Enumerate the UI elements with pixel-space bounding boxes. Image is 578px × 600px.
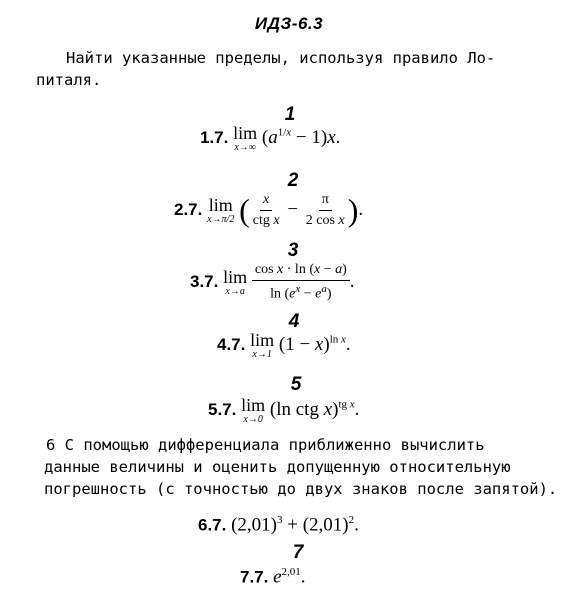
problem-5-7: 5.7. lim x→0 (ln ctg x)$^{tg x}$. (208, 395, 360, 425)
problem-label: 3.7. (190, 271, 219, 291)
variant-number-3: 3 (287, 240, 299, 261)
task6-text-line2: данные величины и оценить допущенную относительную (44, 458, 511, 476)
problem-1-7: 1.7. lim x→∞ $(a^{1/x} - 1)x$. (200, 123, 341, 153)
problem-label: 1.7. (200, 127, 229, 147)
task6-text-line1: 6 С помощью дифференциала приближенно вычислить (46, 436, 485, 454)
problem-label: 4.7. (217, 334, 246, 354)
variant-number-4: 4 (288, 311, 300, 332)
variant-number-7: 7 (292, 542, 304, 563)
intro-text-line1: Найти указанные пределы, используя правило Ло- (66, 49, 496, 67)
limit-operator: lim x→a (223, 266, 248, 297)
document-title: ИДЗ-6.3 (254, 14, 324, 33)
variant-number-2: 2 (287, 170, 299, 191)
problem-label: 7.7. (240, 567, 269, 587)
limit-operator: lim x→0 (241, 395, 266, 425)
problem-7-7: 7.7. $e^{2,01}$. (240, 566, 306, 588)
intro-text-line2: питаля. (36, 71, 102, 89)
problem-2-7: 2.7. lim x→π/2 ( $\frac{x}{\text{ctg x}}$ − $\frac{\pi}{\text{2 cos x}}$ ). (174, 192, 364, 229)
variant-number-1: 1 (284, 104, 296, 125)
problem-3-7: 3.7. lim x→a $\frac{\text{cos x · ln (x − a)}}{\ln (e^x - e^a)}$ . (190, 262, 355, 302)
problem-4-7: 4.7. lim x→1 $(1 - x)^{ln x}$. (217, 330, 351, 360)
limit-operator: lim x→π/2 (207, 195, 235, 226)
limit-operator: lim x→1 (250, 330, 275, 360)
problem-label: 6.7. (198, 515, 227, 535)
limit-operator: lim x→∞ (233, 123, 258, 153)
problem-6-7: 6.7. $(2,01)^3 + (2,01)^2$. (198, 514, 359, 536)
variant-number-5: 5 (290, 374, 302, 395)
problem-label: 5.7. (208, 399, 237, 419)
problem-label: 2.7. (174, 199, 203, 219)
task6-text-line3: погрешность (с точностью до двух знаков после запятой). (44, 480, 558, 498)
